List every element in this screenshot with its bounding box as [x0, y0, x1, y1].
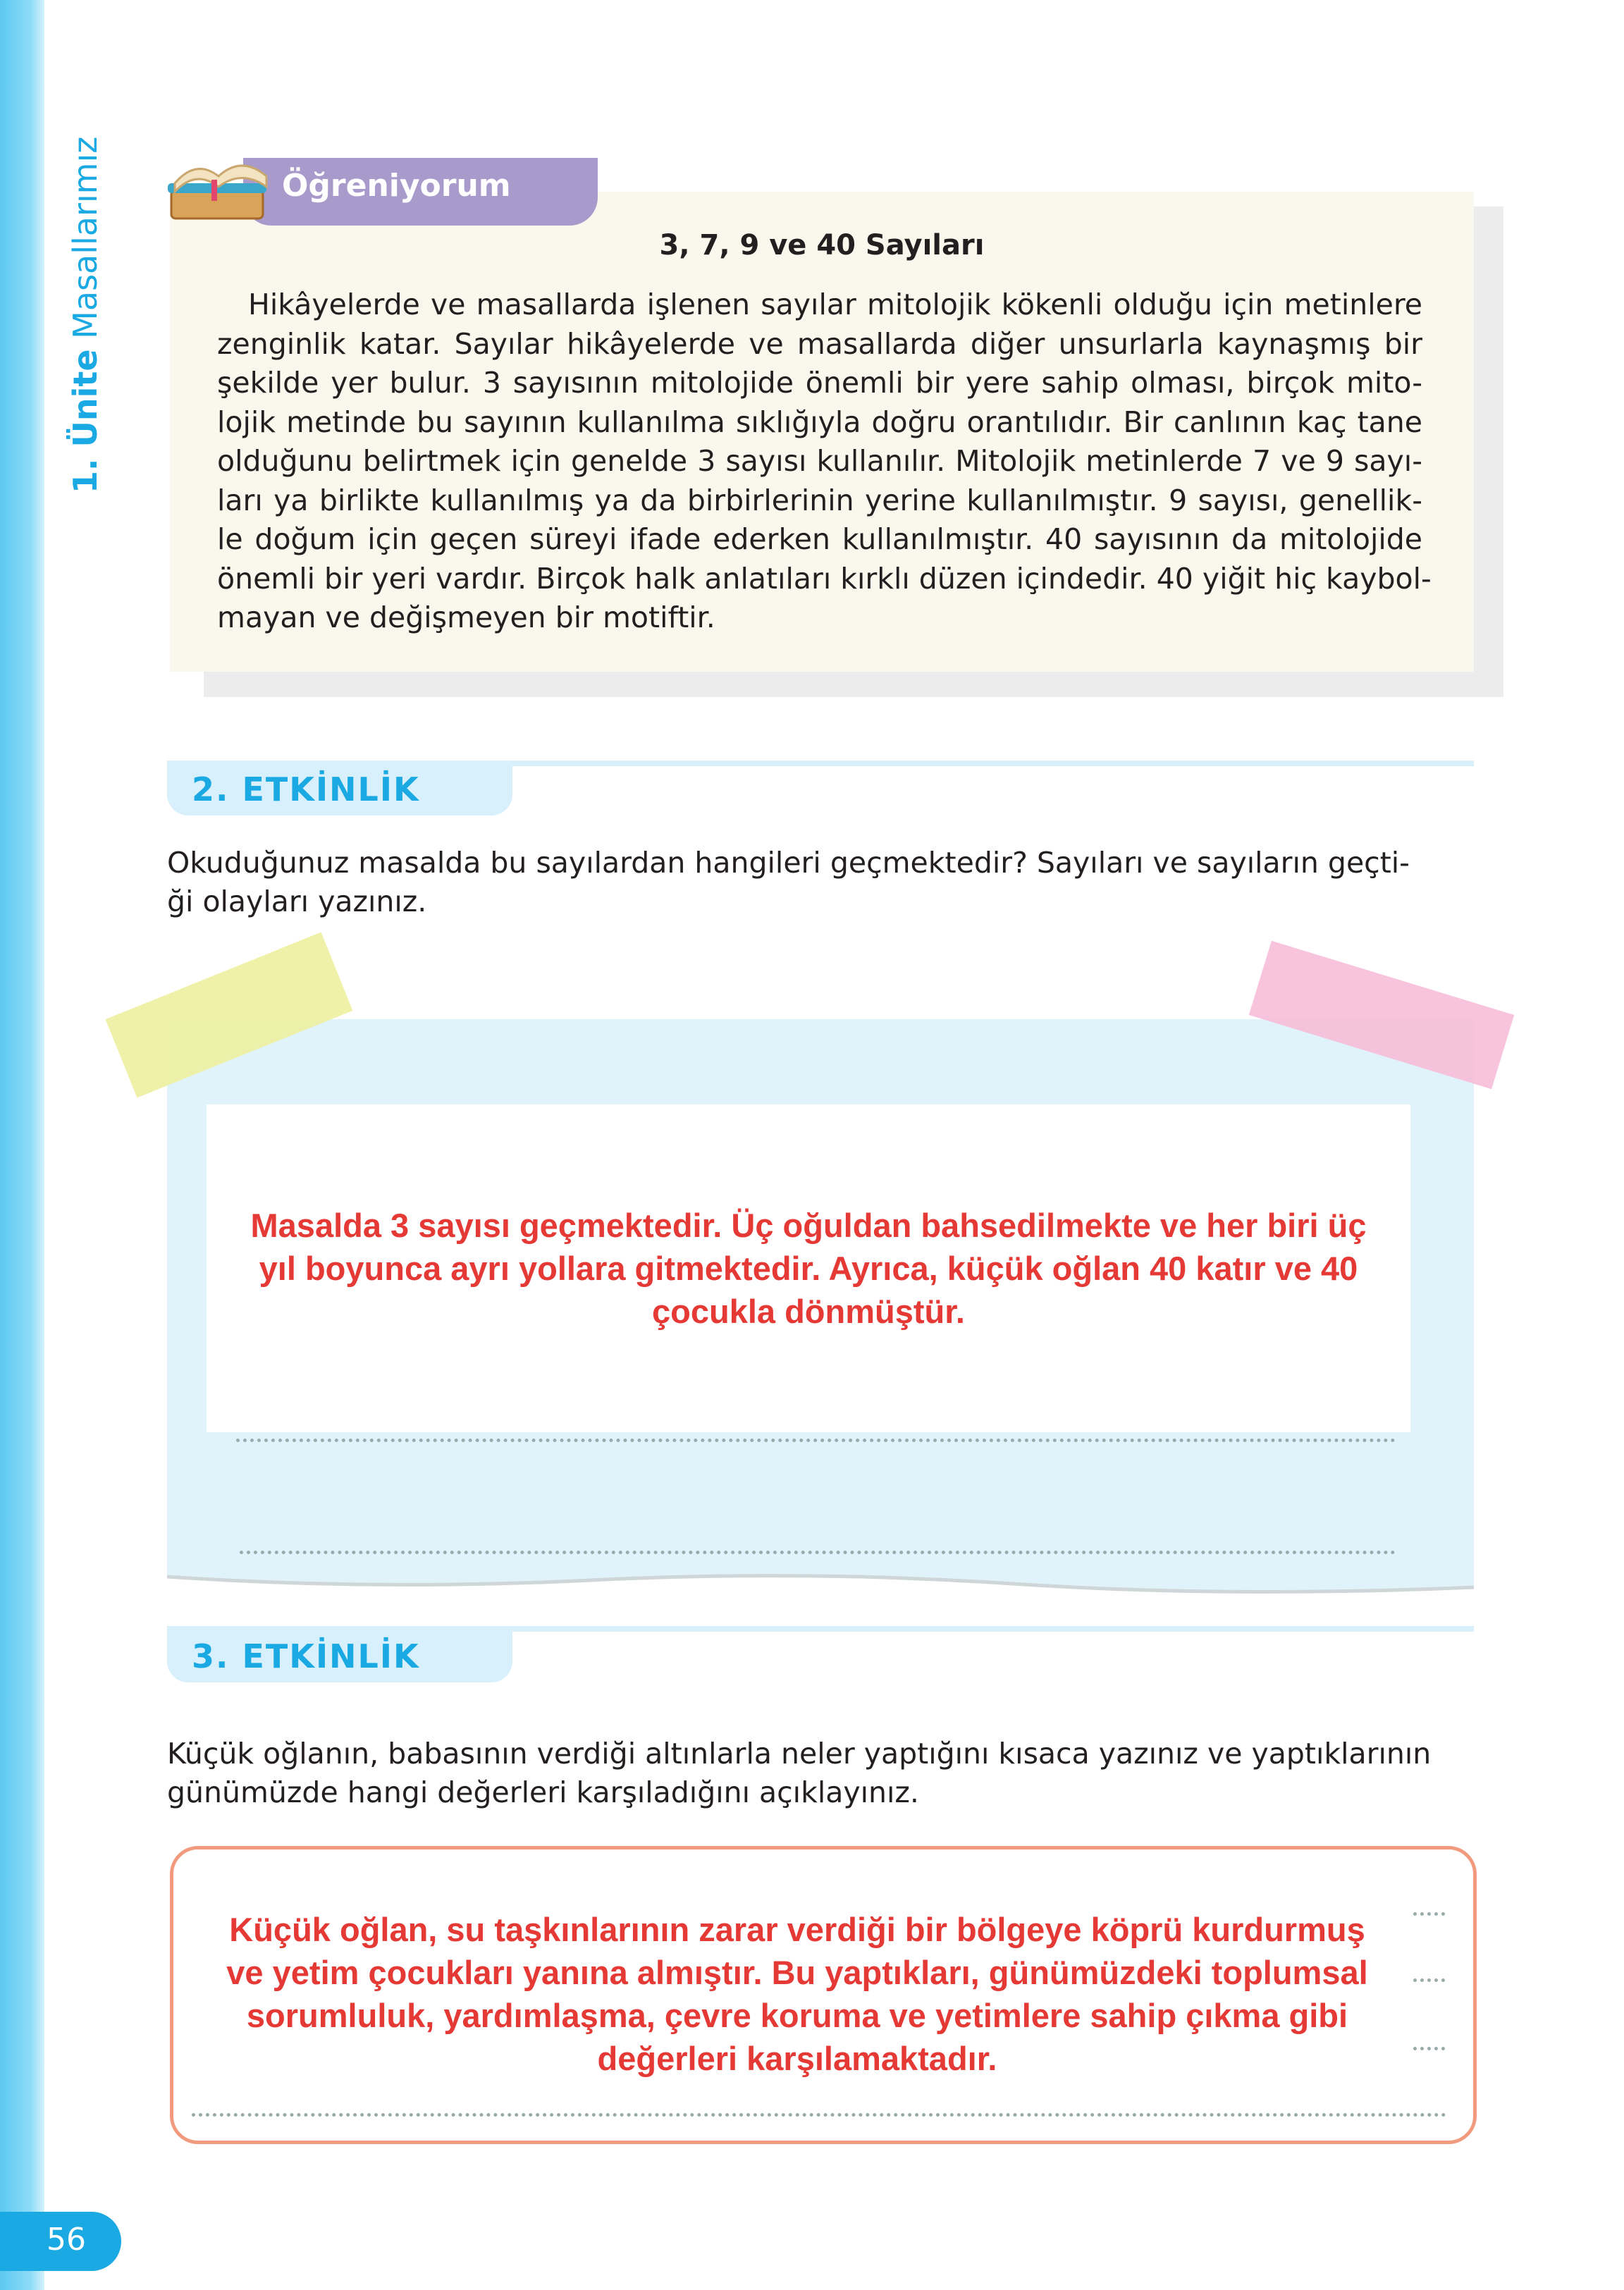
- activity3-tab: 3. ETKİNLİK: [167, 1632, 512, 1682]
- page-number: 56: [0, 2212, 121, 2271]
- paragraph-line: le doğum için geçen süreyi ifade ederken kullanılmıştır. 40 sayısının da mitolojide: [217, 522, 1422, 556]
- dotted-line: [1413, 2047, 1445, 2050]
- paragraph-line: olduğunu belirtmek için genelde 3 sayısı kullanılır. Mitolojik metinlerde 7 ve 9 sayı-: [217, 444, 1422, 478]
- learning-tab: Öğreniyorum: [243, 158, 598, 226]
- unit-name: Masallarımız: [66, 136, 104, 339]
- paragraph-line: şekilde yer bulur. 3 sayısının mitolojide önemli bir yere sahip olması, birçok mito-: [217, 366, 1422, 400]
- book-icon: [161, 148, 277, 226]
- question-line: ği olayları yazınız.: [167, 885, 427, 918]
- activity2-answer: [207, 1204, 1410, 1333]
- activity3-question: [167, 1735, 1474, 1812]
- unit-label: [66, 137, 104, 493]
- side-strip: [0, 0, 44, 2290]
- answer-line: sorumluluk, yardımlaşma, çevre koruma ve yetimlere sahip çıkma gibi: [246, 1997, 1348, 2034]
- paragraph-line: Hikâyelerde ve masallarda işlenen sayılar mitolojik kökenli olduğu için metinlere: [248, 288, 1422, 321]
- paragraph-line: lojik metinde bu sayının kullanılma sıklığıyla doğru orantılıdır. Bir canlının kaç tane: [217, 405, 1422, 439]
- answer-line: değerleri karşılamaktadır.: [597, 2040, 997, 2077]
- activity3-answer: [170, 1908, 1425, 2080]
- question-line: Küçük oğlanın, babasının verdiği altınlarla neler yaptığını kısaca yazınız ve yaptıklarının: [167, 1737, 1432, 1771]
- activity2-tab: 2. ETKİNLİK: [167, 765, 512, 815]
- unit-number: 1. Ünite: [66, 349, 104, 493]
- torn-paper-edge: [167, 1566, 1474, 1623]
- paragraph-line: ları ya birlikte kullanılmış ya da birbirlerinin yerine kullanılmıştır. 9 sayısı, genellik-: [217, 483, 1422, 517]
- paragraph-line: önemli bir yeri vardır. Birçok halk anlatıları kırklı düzen içindedir. 40 yiğit hiç kaybol-: [217, 561, 1432, 596]
- dotted-line: [1413, 1912, 1445, 1916]
- answer-line: Masalda 3 sayısı geçmektedir. Üç oğuldan bahsedilmekte ve her biri üç: [250, 1207, 1367, 1244]
- activity2-question: [167, 844, 1474, 921]
- question-line: Okuduğunuz masalda bu sayılardan hangileri geçmektedir? Sayıları ve sayıların geçti-: [167, 846, 1410, 880]
- answer-line: çocukla dönmüştür.: [652, 1293, 965, 1330]
- answer-line: ve yetim çocukları yanına almıştır. Bu yaptıkları, günümüzdeki toplumsal: [226, 1954, 1368, 1991]
- learning-title: 3, 7, 9 ve 40 Sayıları: [659, 229, 985, 261]
- question-line: günümüzde hangi değerleri karşıladığını açıklayınız.: [167, 1775, 919, 1809]
- paragraph-line: zenginlik katar. Sayılar hikâyelerde ve masallarda diğer unsurlarla kaynaşmış bir: [217, 326, 1422, 361]
- dotted-line: [1413, 1978, 1445, 1982]
- answer-line: Küçük oğlan, su taşkınlarının zarar verdiği bir bölgeye köprü kurdurmuş: [229, 1911, 1365, 1948]
- dotted-line: [236, 1439, 1396, 1442]
- paragraph-line: mayan ve değişmeyen bir motiftir.: [217, 601, 715, 634]
- dotted-line: [192, 2113, 1446, 2117]
- dotted-line: [240, 1551, 1396, 1554]
- activity3-line: [167, 1626, 1474, 1632]
- answer-line: yıl boyunca ayrı yollara gitmektedir. Ayrıca, küçük oğlan 40 katır ve 40: [259, 1250, 1358, 1287]
